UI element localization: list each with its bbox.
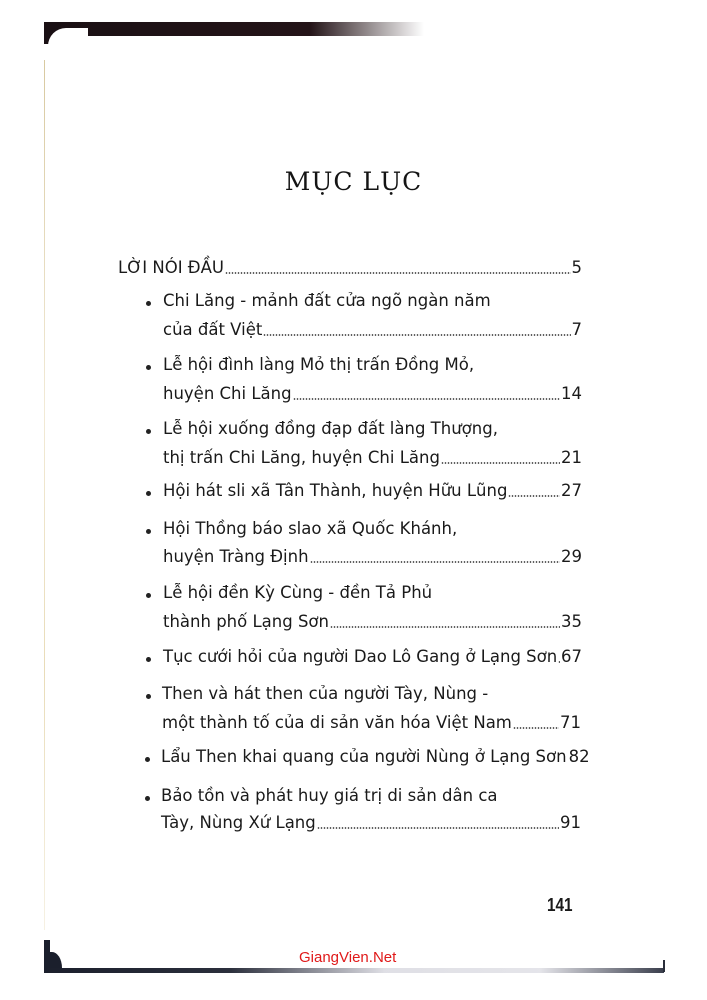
- page-number: 141: [547, 895, 573, 915]
- toc-entry-text: Bảo tồn và phát huy giá trị di sản dân ca: [161, 786, 498, 805]
- bullet-icon: [146, 365, 151, 370]
- toc-entry-text: huyện Chi Lăng: [163, 384, 292, 403]
- leader-dots: [513, 727, 559, 729]
- watermark-text: GiangVien.Net: [299, 949, 397, 966]
- bullet-icon: [146, 491, 151, 496]
- toc-entry-line: [163, 419, 498, 439]
- leader-dots: [508, 495, 560, 497]
- page-edge-bottom: [44, 968, 664, 973]
- toc-entry-page: 14: [561, 384, 582, 403]
- toc-entry-line: [163, 519, 457, 539]
- toc-entry-page: 29: [561, 547, 582, 566]
- toc-preface-label: LỜI NÓI ĐẦU: [118, 258, 224, 277]
- toc-entry-page: 82: [568, 747, 590, 766]
- toc-entry-page: 35: [561, 612, 582, 631]
- toc-entry-line: [163, 448, 582, 468]
- toc-entry-page: 27: [561, 481, 582, 500]
- page-edge-top: [44, 22, 424, 36]
- toc-entry-line: [163, 320, 582, 340]
- toc-entry-line: [163, 612, 582, 632]
- toc-entry-line: [163, 355, 474, 375]
- bullet-icon: [146, 593, 151, 598]
- toc-entry-text: một thành tố của di sản văn hóa Việt Nam: [162, 713, 512, 732]
- toc-entry-line: [161, 813, 581, 833]
- bullet-icon: [146, 429, 151, 434]
- bullet-icon: [146, 694, 151, 699]
- toc-entry-page: 91: [560, 813, 581, 832]
- toc-entry-line: [163, 583, 432, 603]
- bullet-icon: [145, 757, 150, 762]
- page-title: MỤC LỤC: [284, 167, 423, 196]
- toc-entry-text: Then và hát then của người Tày, Nùng -: [162, 684, 489, 703]
- bullet-icon: [146, 529, 151, 534]
- toc-entry-text: Hội hát sli xã Tân Thành, huyện Hữu Lũng: [163, 481, 508, 500]
- toc-entry-text: thành phố Lạng Sơn: [163, 612, 329, 631]
- toc-entry-page: 67: [561, 647, 582, 666]
- leader-dots: [310, 561, 560, 563]
- toc-entry-line: [163, 547, 582, 567]
- toc-preface: [118, 258, 582, 278]
- toc-entry-line: [163, 481, 582, 501]
- bullet-icon: [146, 301, 151, 306]
- page-edge-right: [663, 960, 665, 972]
- leader-dots: [293, 398, 560, 400]
- toc-entry-line: [162, 713, 581, 733]
- toc-preface-page: 5: [571, 258, 582, 277]
- toc-entry-page: 71: [560, 713, 581, 732]
- toc-entry-line: [162, 684, 488, 704]
- toc-entry-text: Tày, Nùng Xứ Lạng: [161, 813, 316, 832]
- leader-dots: [263, 334, 570, 336]
- toc-entry-text: huyện Tràng Định: [163, 547, 309, 566]
- toc-entry-text: Hội Thồng báo slao xã Quốc Khánh,: [163, 519, 458, 538]
- toc-entry-page: 7: [571, 320, 582, 339]
- toc-entry-line: [161, 747, 590, 767]
- toc-entry-text: Chi Lăng - mảnh đất cửa ngõ ngàn năm: [163, 291, 491, 310]
- leader-dots: [441, 462, 560, 464]
- toc-entry-text: của đất Việt: [163, 320, 263, 339]
- toc-entry-text: Lẩu Then khai quang của người Nùng ở Lạng Sơn: [161, 747, 567, 766]
- toc-entry-line: [161, 786, 498, 806]
- leader-dots: [317, 827, 559, 829]
- toc-entry-page: 21: [561, 448, 582, 467]
- leader-dots: [558, 661, 560, 663]
- toc-entry-text: Tục cưới hỏi của người Dao Lô Gang ở Lạng Sơn: [163, 647, 558, 666]
- toc-entry-line: [163, 647, 582, 667]
- leader-dots: [330, 626, 560, 628]
- toc-entry-text: thị trấn Chi Lăng, huyện Chi Lăng: [163, 448, 440, 467]
- toc-entry-line: [163, 384, 582, 404]
- toc-entry-text: Lễ hội đình làng Mỏ thị trấn Đồng Mỏ,: [163, 355, 475, 374]
- bullet-icon: [146, 657, 151, 662]
- toc-entry-text: Lễ hội xuống đồng đạp đất làng Thượng,: [163, 419, 498, 438]
- bullet-icon: [145, 796, 150, 801]
- page-corner-mask: [48, 28, 88, 68]
- leader-dots: [225, 272, 571, 274]
- toc-entry-line: [163, 291, 491, 311]
- toc-entry-text: Lễ hội đền Kỳ Cùng - đền Tả Phủ: [163, 583, 433, 602]
